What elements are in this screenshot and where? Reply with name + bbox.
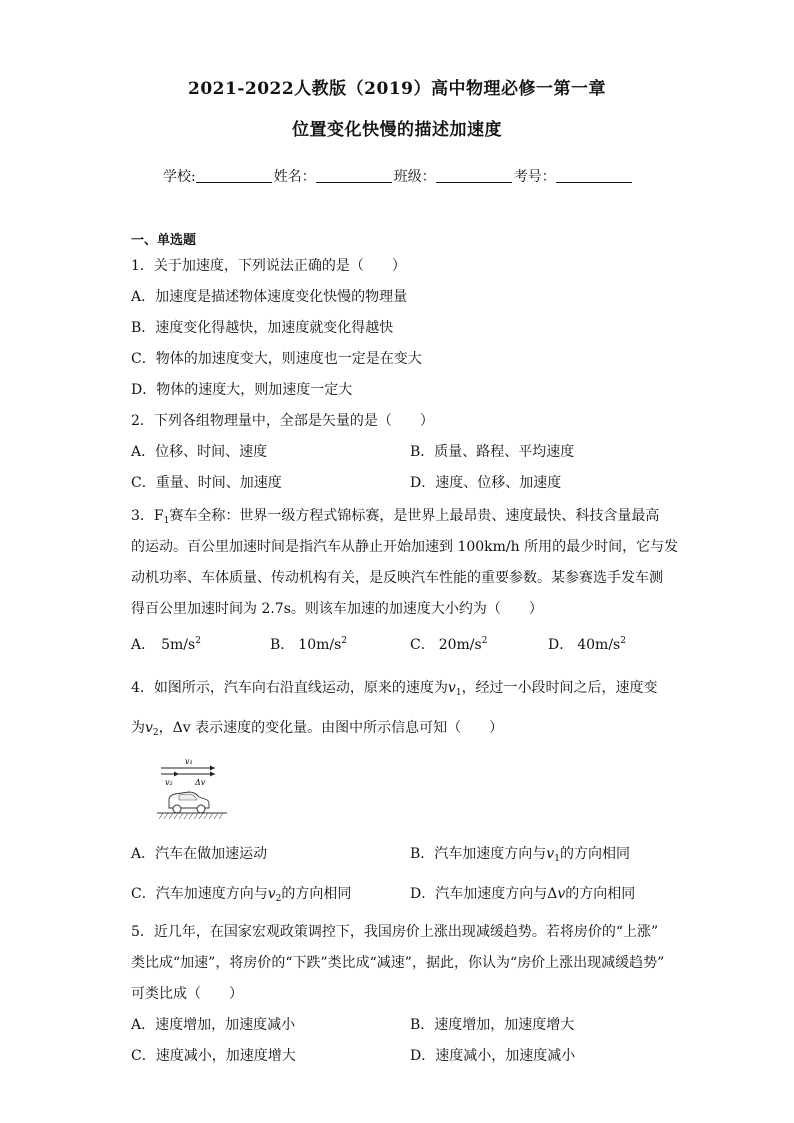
q4-option-c-var: v <box>267 886 276 902</box>
q4-option-b-var: v <box>546 846 555 862</box>
q4-option-c-rest: 的方向相同 <box>281 886 352 902</box>
fig-v1-label: v₁ <box>185 757 193 766</box>
q3-option-b <box>270 634 347 654</box>
q4-option-b-sub: 1 <box>554 854 560 864</box>
name-blank[interactable] <box>316 168 392 183</box>
q4-option-c-sub: 2 <box>275 894 282 904</box>
q3-option-b-exp: 2 <box>341 636 348 646</box>
q3-option-a-label: A． <box>131 637 156 653</box>
fig-v2-label: v₂ <box>165 778 173 787</box>
q4-option-b-rest: 的方向相同 <box>559 846 630 862</box>
car-velocity-figure <box>157 757 227 823</box>
school-blank[interactable] <box>196 168 272 183</box>
q4-option-d-prefix: D．汽车加速度方向与Δ <box>410 886 558 902</box>
dv-arrowhead-icon <box>210 772 215 777</box>
q5-line2: 类比成“加速”，将房价的“下跌”类比成“减速”，据此，你认为“房价上涨出现减缓趋势” <box>131 955 665 971</box>
q4-option-d <box>410 883 635 903</box>
q1-option-a: A．加速度是描述物体速度变化快慢的物理量 <box>131 289 408 305</box>
q4-v1: v <box>447 680 456 696</box>
q3-option-c <box>410 634 487 654</box>
name-label: 姓名： <box>273 169 316 185</box>
q5-option-d: D．速度减小，加速度减小 <box>410 1048 576 1064</box>
q4-line2-prefix: 为 <box>131 720 145 736</box>
car-wheel-rear-icon <box>173 805 181 813</box>
q5-line3: 可类比成（ ） <box>131 986 243 1002</box>
q4-option-b <box>410 843 630 863</box>
q3-option-a-value: 5m/s <box>161 637 196 653</box>
fig-dv-label: Δv <box>195 778 206 787</box>
page-title-line2: 位置变化快慢的描述加速度 <box>292 120 502 140</box>
class-label: 班级： <box>393 169 436 185</box>
q3-line4: 得百公里加速时间为 2.7s。则该车加速的加速度大小约为（ ） <box>131 601 543 617</box>
q2-option-c: C．重量、时间、加速度 <box>131 475 282 491</box>
q4-line1-text: 4．如图所示，汽车向右沿直线运动，原来的速度为 <box>131 680 448 696</box>
q1-stem: 1．关于加速度，下列说法正确的是（ ） <box>131 258 406 274</box>
q3-line2: 的运动。百公里加速时间是指汽车从静止开始加速到 100km/h 所用的最少时间，它与发 <box>131 539 679 555</box>
q2-stem: 2．下列各组物理量中，全部是矢量的是（ ） <box>131 413 434 429</box>
q3-option-d <box>548 634 626 654</box>
car-wheel-front-icon <box>197 805 205 813</box>
q1-option-c: C．物体的加速度变大，则速度也一定是在变大 <box>131 351 422 367</box>
q4-option-d-rest: 的方向相同 <box>565 886 636 902</box>
q3-option-c-value: 20m/s <box>438 637 482 653</box>
q5-line1: 5．近几年，在国家宏观政策调控下，我国房价上涨出现减缓趋势。若将房价的“上涨” <box>131 924 659 940</box>
q3-option-d-exp: 2 <box>620 636 626 646</box>
q3-option-b-label: B． <box>270 637 295 653</box>
q4-option-c-prefix: C．汽车加速度方向与 <box>131 886 268 902</box>
q4-v2: v <box>145 720 153 736</box>
q3-line3: 动机功率、车体质量、传动机构有关，是反映汽车性能的重要参数。某参赛选手发车测 <box>131 570 663 586</box>
v1-arrowhead-icon <box>210 766 215 771</box>
student-info-row <box>163 166 634 186</box>
q4-v2-sub: 2 <box>152 728 159 738</box>
section-heading: 一、单选题 <box>131 233 197 248</box>
q5-option-b: B．速度增加，加速度增大 <box>410 1017 575 1033</box>
q3-option-c-label: C． <box>410 637 435 653</box>
q2-option-d: D．速度、位移、加速度 <box>410 475 562 491</box>
q3-prefix: 3．F <box>131 508 164 524</box>
q4-line2 <box>131 717 503 737</box>
q3-option-a-exp: 2 <box>195 636 201 646</box>
q5-option-c: C．速度减小，加速度增大 <box>131 1048 296 1064</box>
q3-line1 <box>131 505 659 525</box>
q4-option-c <box>131 883 351 903</box>
q5-option-a: A．速度增加，加速度减小 <box>131 1017 296 1033</box>
q3-option-d-label: D． <box>548 637 574 653</box>
q3-option-d-value: 40m/s <box>577 637 621 653</box>
q1-option-b: B．速度变化得越快，加速度就变化得越快 <box>131 320 394 336</box>
number-blank[interactable] <box>556 168 632 183</box>
page-title-line1: 2021-2022人教版（2019）高中物理必修一第一章 <box>188 79 606 99</box>
q2-option-b: B．质量、路程、平均速度 <box>410 444 575 460</box>
v2-arrowhead-icon <box>174 772 179 777</box>
class-blank[interactable] <box>436 168 512 183</box>
q3-option-b-value: 10m/s <box>298 637 342 653</box>
q4-option-a: A．汽车在做加速运动 <box>131 846 268 862</box>
number-label: 考号： <box>513 169 556 185</box>
q3-sub: 1 <box>163 516 170 526</box>
q4-line2-rest: ，Δv 表示速度的变化量。由图中所示信息可知（ ） <box>158 720 504 736</box>
q1-option-d: D．物体的速度大，则加速度一定大 <box>131 382 353 398</box>
q3-option-c-exp: 2 <box>481 636 488 646</box>
q4-v1-sub: 1 <box>455 688 462 698</box>
q4-line1-rest: ，经过一小段时间之后，速度变 <box>461 680 658 696</box>
q2-option-a: A．位移、时间、速度 <box>131 444 268 460</box>
school-label: 学校: <box>163 169 196 185</box>
ground-hatch <box>159 813 223 819</box>
q4-line1 <box>131 677 658 697</box>
q4-option-d-var: v <box>557 886 566 902</box>
q3-line1-text: 赛车全称：世界一级方程式锦标赛，是世界上最昂贵、速度最快、科技含量最高 <box>169 508 660 524</box>
car-figure-svg <box>157 757 227 819</box>
q4-option-b-prefix: B．汽车加速度方向与 <box>410 846 547 862</box>
q3-option-a <box>131 634 201 654</box>
